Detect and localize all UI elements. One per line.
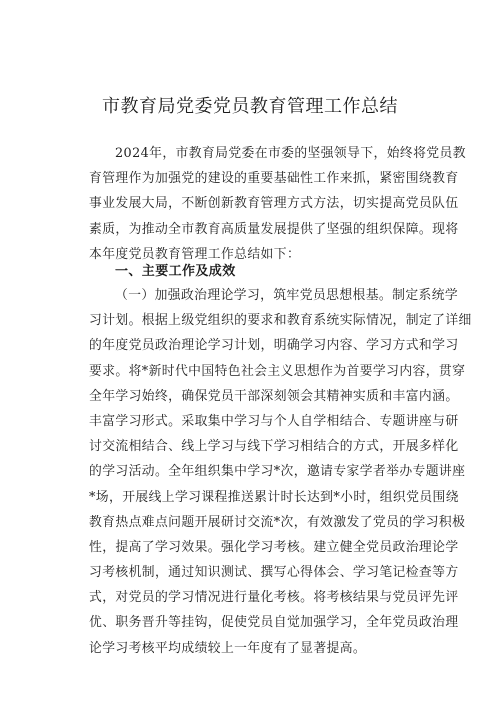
- section-line: 要求。将*新时代中国特色社会主义思想作为首要学习内容，贯穿: [89, 363, 466, 379]
- section-paragraph: [89, 283, 472, 661]
- section-line: 论学习考核平均成绩较上一年度有了显著提高。: [89, 640, 367, 656]
- section-line: 丰富学习形式。采取集中学习与个人自学相结合、专题讲座与研: [89, 413, 459, 429]
- section-line: *场，开展线上学习课程推送累计时长达到*小时，组织党员围绕: [89, 489, 459, 505]
- section-line: 性，提高了学习效果。强化学习考核。建立健全党员政治理论学: [89, 539, 459, 555]
- intro-paragraph: [89, 141, 466, 267]
- intro-line: 2024年，市教育局党委在市委的坚强领导下，始终将党员教: [115, 146, 466, 161]
- document-title: 市教育局党委党员教育管理工作总结: [102, 96, 398, 117]
- section-line: 教育热点难点问题开展研讨交流*次，有效激发了党员的学习积极: [89, 514, 466, 530]
- section-line: 优、职务晋升等挂钩，促使党员自觉加强学习，全年党员政治理: [89, 615, 459, 631]
- section-line: 式，对党员的学习情况进行量化考核。将考核结果与党员评先评: [89, 590, 459, 606]
- section-line: （一）加强政治理论学习，筑牢党员思想根基。制定系统学: [115, 288, 459, 303]
- intro-line: 本年度党员教育管理工作总结如下：: [89, 246, 301, 262]
- section-heading: 一、主要工作及成效: [115, 264, 236, 279]
- section-line: 习计划。根据上级党组织的要求和教育系统实际情况，制定了详细: [89, 313, 472, 329]
- section-line: 全年学习始终，确保党员干部深刻领会其精神实质和丰富内涵。: [89, 388, 459, 404]
- intro-line: 事业发展大局，不断创新教育管理方式方法，切实提高党员队伍: [89, 196, 459, 212]
- section-line: 的学习活动。全年组织集中学习*次，邀请专家学者举办专题讲座: [89, 464, 466, 480]
- intro-line: 育管理作为加强党的建设的重要基础性工作来抓，紧密围绕教育: [89, 171, 459, 187]
- section-line: 讨交流相结合、线上学习与线下学习相结合的方式，开展多样化: [89, 439, 459, 455]
- section-line: 习考核机制，通过知识测试、撰写心得体会、学习笔记检查等方: [89, 565, 459, 581]
- intro-line: 素质，为推动全市教育高质量发展提供了坚强的组织保障。现将: [89, 221, 459, 237]
- section-line: 的年度党员政治理论学习计划，明确学习内容、学习方式和学习: [89, 338, 459, 354]
